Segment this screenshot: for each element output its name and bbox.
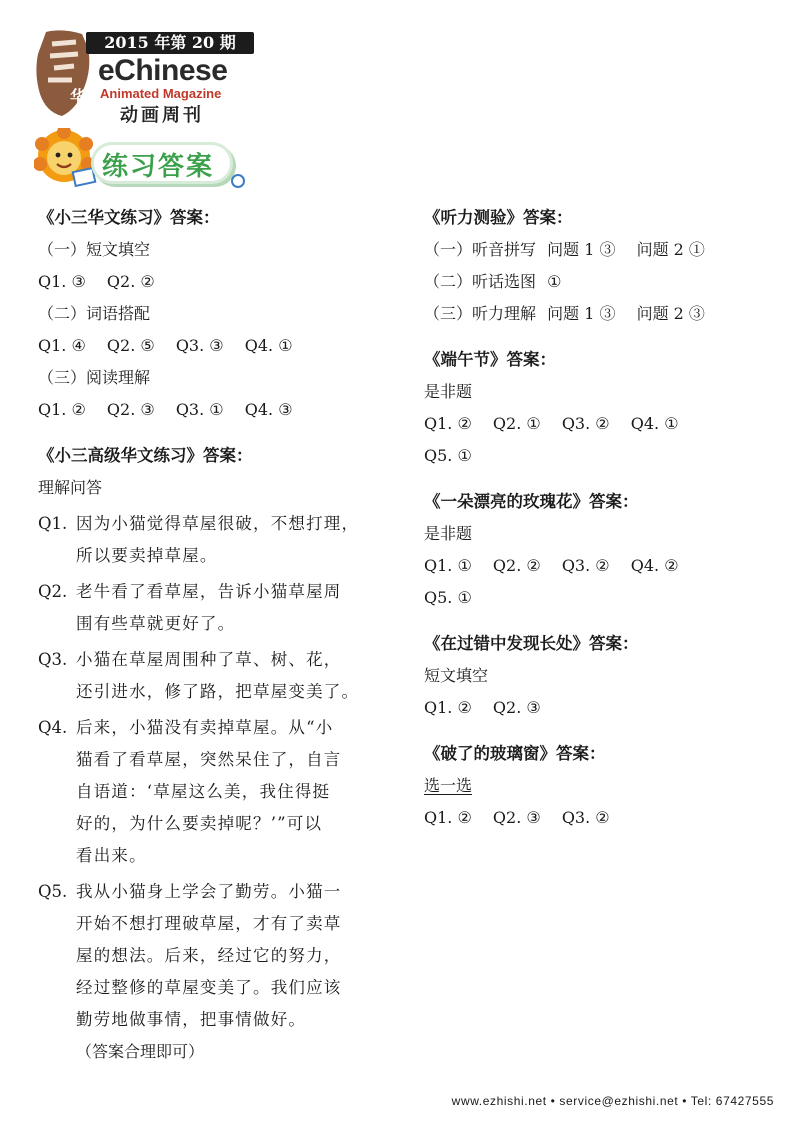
brand-subtitle: Animated Magazine — [100, 86, 222, 101]
answer-item: Q4. ③ — [244, 400, 293, 419]
part-label: 是非题 — [424, 382, 473, 401]
answer-row — [38, 330, 390, 362]
answer-item: Q2. ⑤ — [106, 336, 155, 355]
answer-note: （答案合理即可） — [76, 1042, 205, 1061]
question-answer — [38, 508, 390, 572]
answer-row — [424, 692, 784, 724]
answer-item: 问题 2 ③ — [636, 304, 705, 323]
answer-item: Q3. ② — [561, 414, 610, 433]
part-label: （三）听力理解 — [424, 304, 537, 323]
banner-dot-icon — [231, 174, 245, 188]
part-label: 是非题 — [424, 524, 473, 543]
question-number: Q5. — [38, 882, 68, 901]
answer-line: 屋的想法。后来，经过它的努力， — [76, 946, 342, 965]
section-heading: 《小三华文练习》答案： — [38, 208, 220, 227]
answer-line: 好的，为什么要卖掉呢？’”可以 — [76, 814, 323, 833]
part-label: （二）词语搭配 — [38, 304, 151, 323]
part-label: 理解问答 — [38, 478, 103, 497]
part-label: （一）短文填空 — [38, 240, 151, 259]
answer-line: 开始不想打理破草屋，才有了卖草 — [76, 914, 342, 933]
answer-item: Q3. ② — [561, 556, 610, 575]
answer-item: Q2. ② — [492, 556, 541, 575]
answer-line: 小猫在草屋周围种了草、树、花， — [76, 650, 342, 669]
svg-text:华: 华 — [70, 87, 87, 106]
answer-row — [38, 394, 390, 426]
answer-item: 问题 1 ③ — [547, 304, 616, 323]
section-heading: 《端午节》答案： — [424, 350, 556, 369]
part-label: 短文填空 — [424, 666, 489, 685]
answer-line: 后来，小猫没有卖掉草屋。从“小 — [76, 718, 334, 737]
footer-contact: www.ezhishi.net • service@ezhishi.net • Tel: 67427555 — [451, 1094, 774, 1108]
answer-item: Q2. ③ — [492, 698, 541, 717]
answer-item: Q4. ② — [630, 556, 679, 575]
question-number: Q4. — [38, 718, 68, 737]
answer-item: Q3. ③ — [175, 336, 224, 355]
issue-number: 2015 年第 20 期 — [86, 32, 254, 54]
part-label-text: 选一选 — [424, 776, 473, 795]
section-heading: 《破了的玻璃窗》答案： — [424, 744, 606, 763]
left-column — [38, 202, 390, 1068]
answer-item: Q4. ① — [244, 336, 293, 355]
answer-line: 围有些草就更好了。 — [76, 614, 236, 633]
answer-line: 勤劳地做事情，把事情做好。 — [76, 1010, 307, 1029]
brand-chinese-name: 动画周刊 — [120, 105, 204, 126]
answer-item: Q1. ④ — [38, 336, 86, 355]
section-heading: 《在过错中发现长处》答案： — [424, 634, 639, 653]
brand-name: eChinese — [98, 54, 228, 87]
answer-line: 看出来。 — [76, 846, 147, 865]
answer-item: ① — [547, 272, 562, 291]
question-answer — [38, 712, 390, 872]
part-label: （三）阅读理解 — [38, 368, 151, 387]
part-label: （一）听音拼写 — [424, 240, 537, 259]
answer-item: Q2. ③ — [492, 808, 541, 827]
answer-line: 我从小猫身上学会了勤劳。小猫一 — [76, 882, 342, 901]
lion-mascot-icon — [34, 128, 100, 190]
answer-line: 猫看了看草屋，突然呆住了，自言 — [76, 750, 342, 769]
answer-line: 自语道：‘草屋这么美，我住得挺 — [76, 782, 331, 801]
answer-item: Q2. ③ — [106, 400, 155, 419]
question-answer — [38, 876, 390, 1036]
answer-line: 因为小猫觉得草屋很破，不想打理， — [76, 514, 360, 533]
answer-item: 问题 1 ③ — [547, 240, 616, 259]
question-number: Q2. — [38, 582, 68, 601]
answer-item: 问题 2 ① — [636, 240, 705, 259]
answer-item: Q2. ① — [492, 414, 541, 433]
answer-row — [424, 550, 784, 582]
answer-item: Q4. ① — [630, 414, 679, 433]
answer-line: 老牛看了看草屋，告诉小猫草屋周 — [76, 582, 342, 601]
section-heading: 《一朵漂亮的玫瑰花》答案： — [424, 492, 639, 511]
section-heading: 《小三高级华文练习》答案： — [38, 446, 253, 465]
answer-line: 所以要卖掉草屋。 — [76, 546, 218, 565]
answer-row — [424, 266, 784, 298]
answer-item: Q2. ② — [106, 272, 155, 291]
answer-row — [424, 408, 784, 440]
answer-row — [424, 582, 784, 614]
right-column — [424, 202, 784, 834]
answer-item: Q1. ② — [424, 414, 472, 433]
answer-line: 还引进水，修了路，把草屋变美了。 — [76, 682, 360, 701]
answer-item: Q1. ③ — [38, 272, 86, 291]
section-heading: 《听力测验》答案： — [424, 208, 573, 227]
answer-item: Q1. ② — [424, 808, 472, 827]
answer-row — [38, 266, 390, 298]
question-answer — [38, 576, 390, 640]
question-answer — [38, 644, 390, 708]
answer-item: Q3. ② — [561, 808, 610, 827]
answer-item: Q3. ① — [175, 400, 224, 419]
answer-row — [424, 234, 784, 266]
section-banner-title: 练习答案 — [102, 152, 215, 182]
answer-item: Q1. ① — [424, 556, 472, 575]
answer-row — [424, 802, 784, 834]
question-number: Q1. — [38, 514, 68, 533]
answer-item: Q5. ① — [424, 446, 472, 465]
part-label — [424, 770, 784, 802]
answer-item: Q1. ② — [38, 400, 86, 419]
part-label: （二）听话选图 — [424, 272, 537, 291]
answer-line: 经过整修的草屋变美了。我们应该 — [76, 978, 342, 997]
answer-row — [424, 298, 784, 330]
answer-row — [424, 440, 784, 472]
answer-item: Q1. ② — [424, 698, 472, 717]
question-number: Q3. — [38, 650, 68, 669]
answer-item: Q5. ① — [424, 588, 472, 607]
